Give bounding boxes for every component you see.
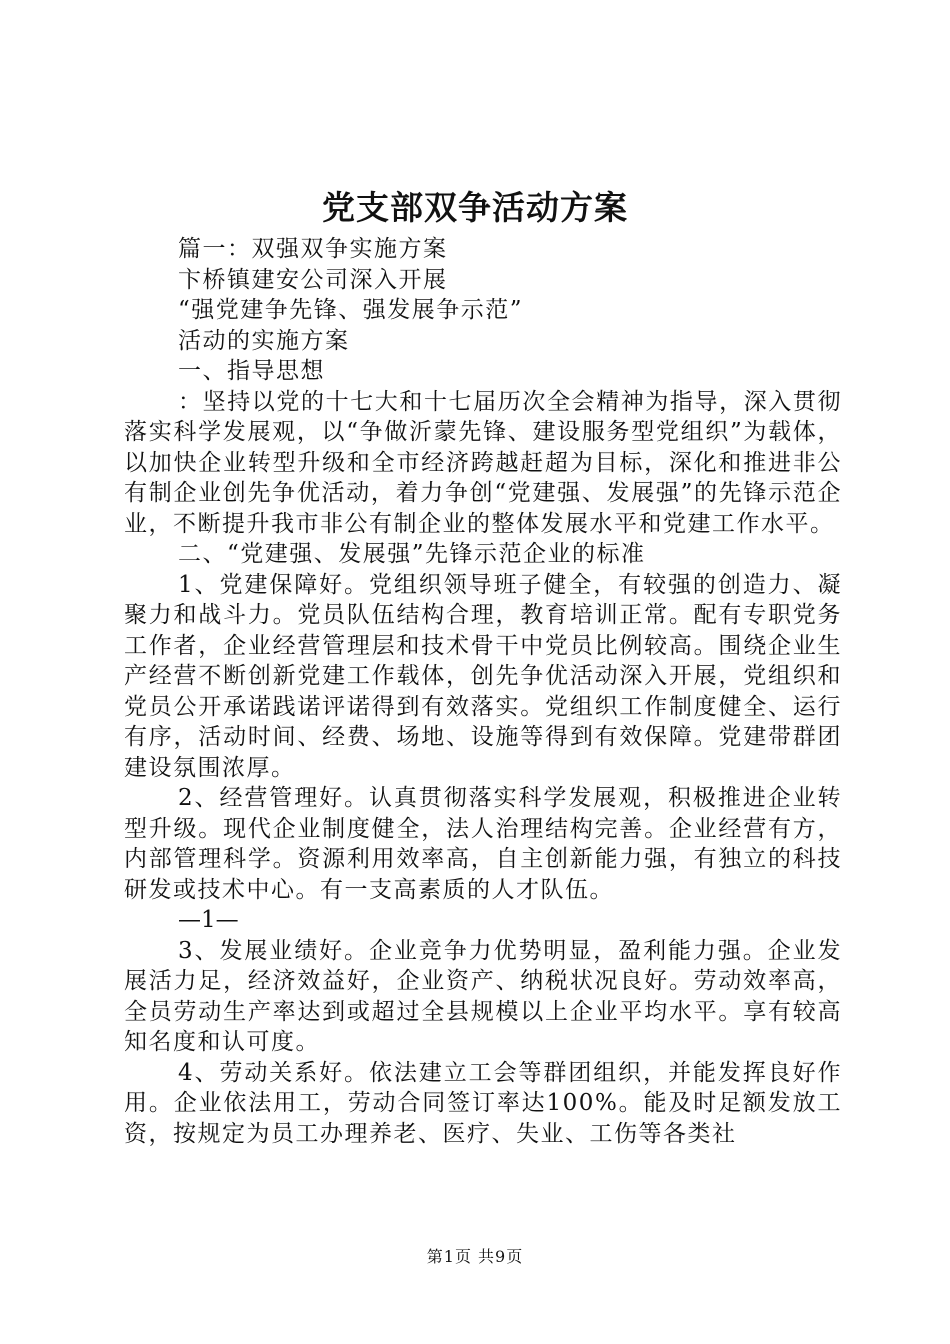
section-heading-guiding-thought: 一、指导思想	[178, 358, 325, 384]
document-title: 党支部双争活动方案	[322, 188, 628, 227]
inline-page-number: —1—	[178, 907, 239, 933]
paragraph-company: 卞桥镇建安公司深入开展	[178, 266, 448, 293]
paragraph-guiding-thought: ：坚持以党的十七大和十七届历次全会精神为指导，深入贯彻落实科学发展观，以“争做沂蒙先锋、建设服务型党组织”为载体，以加快企业转型升级和全市经济跨越赶超为目标，深化和推进非公有制企业创先争优活动，着力争创“党建强、发展强”的先锋示范企业，不断提升我市非公有制企业的整体发展水平和党建工作水平。	[124, 388, 842, 537]
paragraph-plan-title: 活动的实施方案	[178, 327, 350, 354]
document-body	[124, 234, 842, 1149]
paragraph-standard-3: 3、发展业绩好。企业竞争力优势明显，盈利能力强。企业发展活力足，经济效益好，企业资产、纳税状况良好。劳动效率高，全员劳动生产率达到或超过全县规模以上企业平均水平。享有较高知名度和认可度。	[124, 937, 842, 1055]
paragraph-standard-4: 4、劳动关系好。依法建立工会等群团组织，并能发挥良好作用。企业依法用工，劳动合同签订率达100%。能及时足额发放工资，按规定为员工办理养老、医疗、失业、工伤等各类社	[124, 1059, 842, 1147]
paragraph-standard-2: 2、经营管理好。认真贯彻落实科学发展观，积极推进企业转型升级。现代企业制度健全，法人治理结构完善。企业经营有方，内部管理科学。资源利用效率高，自主创新能力强，有独立的科技研发或技术中心。有一支高素质的人才队伍。	[124, 785, 842, 903]
paragraph-slogan: “强党建争先锋、强发展争示范”	[178, 297, 524, 323]
section-heading-standards: 二、“党建强、发展强”先锋示范企业的标准	[178, 541, 646, 567]
paragraph-standard-1: 1、党建保障好。党组织领导班子健全，有较强的创造力、凝聚力和战斗力。党员队伍结构合理，教育培训正常。配有专职党务工作者，企业经营管理层和技术骨干中党员比例较高。围绕企业生产经营不断创新党建工作载体，创先争优活动深入开展，党组织和党员公开承诺践诺评诺得到有效落实。党组织工作制度健全、运行有序，活动时间、经费、场地、设施等得到有效保障。党建带群团建设氛围浓厚。	[124, 571, 842, 781]
page-footer: 第1页 共9页	[426, 1247, 524, 1266]
paragraph-subtitle: 篇一：双强双争实施方案	[178, 236, 448, 262]
